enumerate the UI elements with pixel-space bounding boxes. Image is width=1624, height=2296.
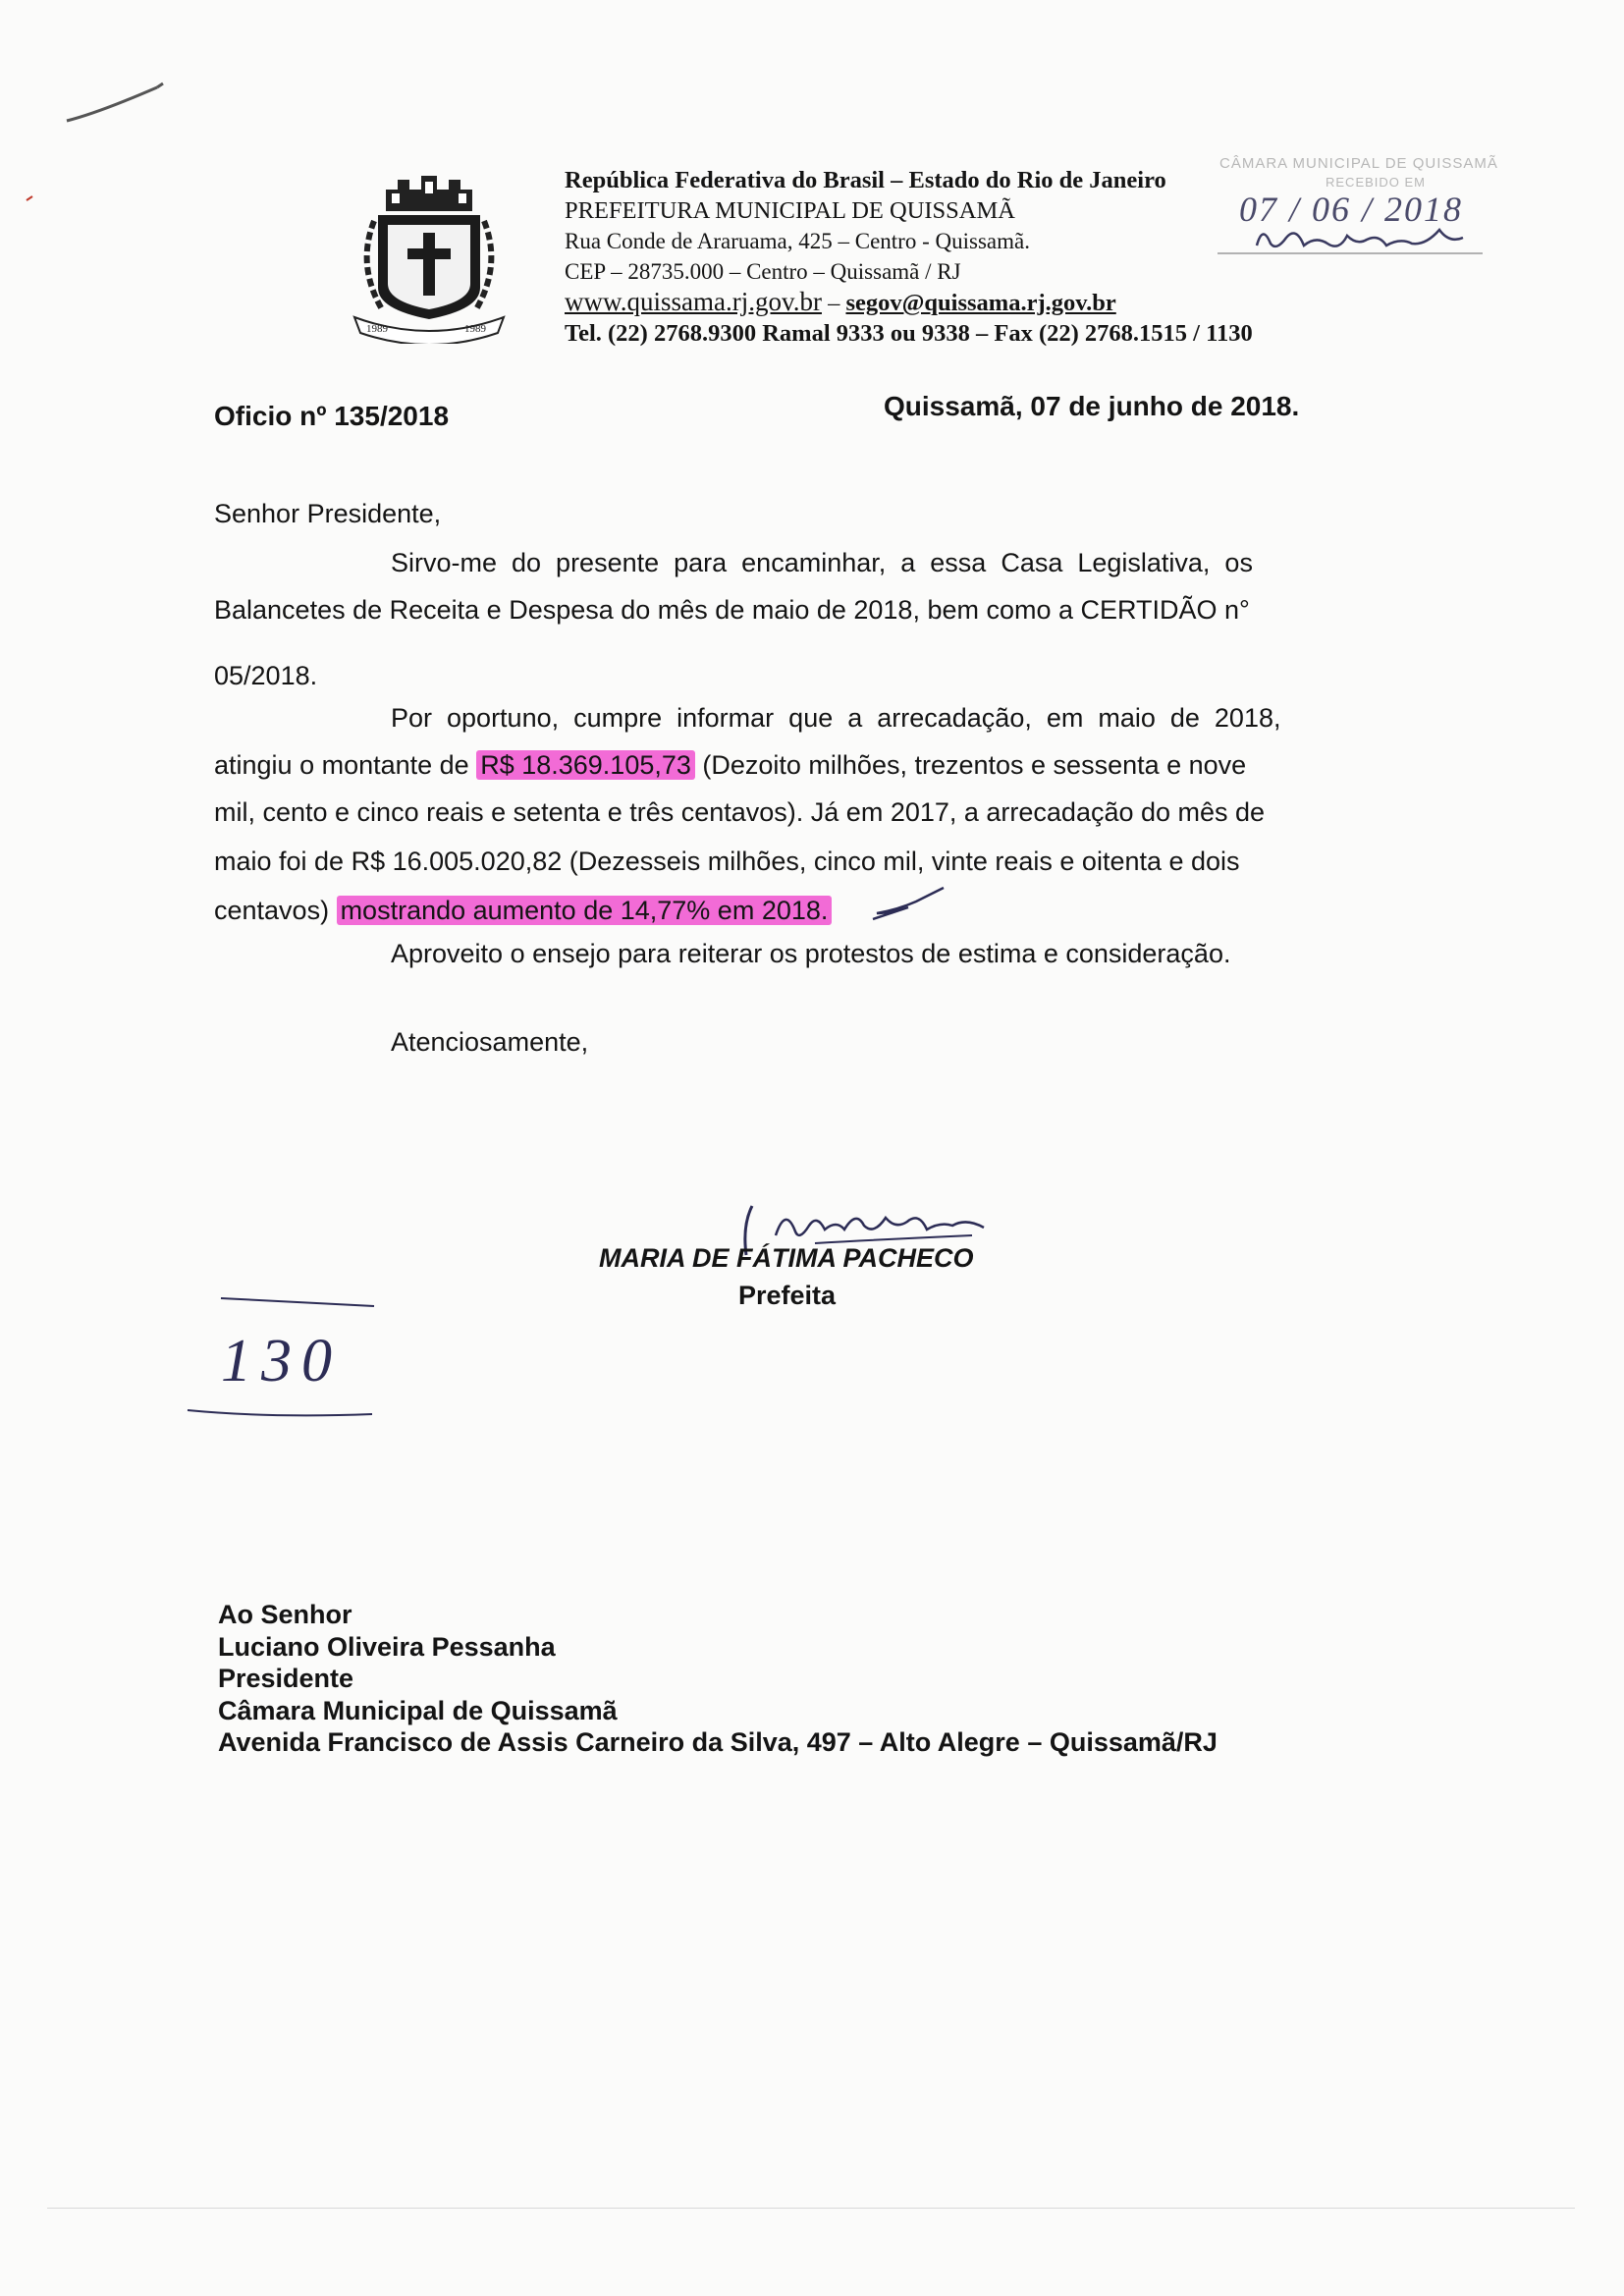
contact-separator: – — [821, 290, 846, 316]
recipient-institution: Câmara Municipal de Quissamã — [218, 1695, 618, 1725]
recipient-block — [218, 1599, 1218, 1759]
letterhead-line2: PREFEITURA MUNICIPAL DE QUISSAMÃ — [565, 197, 1015, 224]
body-p2-line2-end: (Dezoito milhões, trezentos e sessenta e nove — [694, 750, 1247, 780]
stamp-date: 07 / 06 / 2018 — [1239, 190, 1464, 229]
highlighted-amount: R$ 18.369.105,73 — [476, 750, 695, 780]
body-p2-line5-start: centavos) — [214, 896, 337, 925]
body-p2-line1: Por oportuno, cumpre informar que a arrecadação, em maio de 2018, — [391, 703, 1281, 733]
handwritten-number-130 — [182, 1294, 388, 1432]
body-p2-line4: maio foi de R$ 16.005.020,82 (Dezesseis milhões, cinco mil, vinte reais e oitenta e dois — [214, 847, 1240, 876]
signer-name: MARIA DE FÁTIMA PACHECO — [599, 1243, 974, 1273]
recipient-address: Avenida Francisco de Assis Carneiro da Silva, 497 – Alto Alegre – Quissamã/RJ — [218, 1727, 1218, 1757]
stamp-signature-icon — [1218, 216, 1483, 259]
stamp-received-label: RECEBIDO EM — [1326, 175, 1427, 190]
body-p2-line2 — [214, 750, 1246, 781]
letterhead-line4: CEP – 28735.000 – Centro – Quissamã / RJ — [565, 259, 961, 284]
body-p1-line2: Balancetes de Receita e Despesa do mês de maio de 2018, bem como a CERTIDÃO n° — [214, 595, 1250, 625]
signer-title: Prefeita — [738, 1281, 837, 1310]
closing: Atenciosamente, — [391, 1027, 589, 1057]
recipient-title: Presidente — [218, 1664, 354, 1693]
recipient-name: Luciano Oliveira Pessanha — [218, 1631, 556, 1662]
office-number: Oficio nº 135/2018 — [214, 401, 450, 431]
stamp-header: CÂMARA MUNICIPAL DE QUISSAMÃ — [1219, 155, 1498, 172]
staple-mark — [59, 74, 177, 133]
handwritten-note-text: 130 — [221, 1328, 342, 1394]
letterhead — [565, 165, 1253, 349]
letterhead-phone: Tel. (22) 2768.9300 Ramal 9333 ou 9338 – Fax (22) 2768.1515 / 1130 — [565, 320, 1253, 347]
body-p2-line5 — [214, 896, 832, 926]
coat-of-arms-icon — [349, 172, 511, 344]
letterhead-line1: República Federativa do Brasil – Estado do Rio de Janeiro — [565, 167, 1166, 193]
body-p2-line3: mil, cento e cinco reais e setenta e três centavos). Já em 2017, a arrecadação do mês de — [214, 797, 1266, 827]
body-p2-line2-start: atingiu o montante de — [214, 750, 477, 780]
email-link[interactable]: segov@quissama.rj.gov.br — [845, 290, 1116, 316]
website-link[interactable]: www.quissama.rj.gov.br — [565, 287, 822, 316]
body-p1-line1: Sirvo-me do presente para encaminhar, a essa Casa Legislativa, os — [391, 548, 1253, 577]
recipient-line1: Ao Senhor — [218, 1600, 352, 1629]
check-mark-icon — [869, 884, 947, 927]
highlighted-increase: mostrando aumento de 14,77% em 2018. — [337, 896, 833, 925]
crest-year-left: 1989 — [366, 323, 388, 335]
body-p3: Aproveito o ensejo para reiterar os protestos de estima e consideração. — [391, 939, 1231, 968]
salutation: Senhor Presidente, — [214, 499, 442, 528]
scan-edge-line — [47, 2208, 1575, 2209]
ink-speck — [26, 194, 35, 202]
body-p1-line3: 05/2018. — [214, 661, 318, 690]
letterhead-contact — [565, 287, 1253, 318]
crest-year-right: 1989 — [464, 323, 486, 335]
letterhead-line3: Rua Conde de Araruama, 425 – Centro - Quissamã. — [565, 229, 1030, 253]
place-date: Quissamã, 07 de junho de 2018. — [884, 391, 1300, 421]
